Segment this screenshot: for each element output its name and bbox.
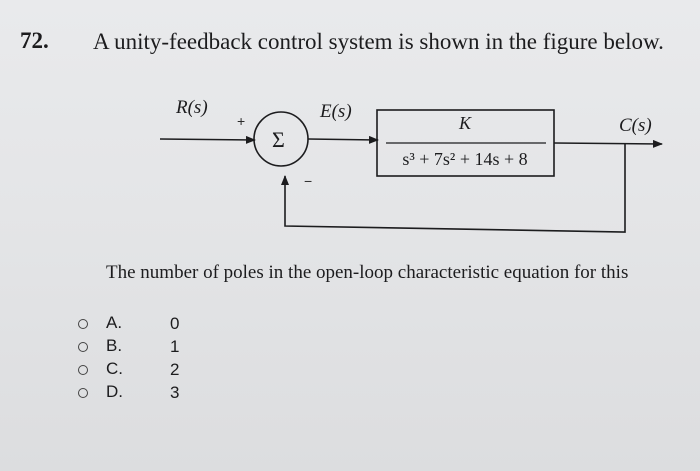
- question-number: 72.: [20, 28, 49, 53]
- option-value: 1: [170, 337, 180, 356]
- option-letter: B.: [106, 336, 123, 355]
- error-label: E(s): [320, 101, 352, 122]
- input-signal-line: [160, 139, 255, 140]
- minus-sign: −: [304, 173, 313, 189]
- input-label: R(s): [176, 97, 208, 118]
- tf-numerator: K: [458, 113, 471, 133]
- error-signal-line: [308, 139, 378, 140]
- radio-button[interactable]: [78, 365, 88, 375]
- option-letter: D.: [106, 382, 123, 401]
- option-value: 0: [170, 314, 180, 333]
- tf-denominator: s³ + 7s² + 14s + 8: [402, 149, 528, 169]
- option-value: 3: [170, 383, 180, 402]
- question-text: A unity-feedback control system is shown in the figure below.: [93, 29, 664, 54]
- radio-button[interactable]: [78, 388, 88, 398]
- summer-symbol: Σ: [272, 127, 285, 152]
- option-value: 2: [170, 360, 180, 379]
- output-signal-line: [554, 143, 662, 144]
- radio-button[interactable]: [78, 342, 88, 352]
- output-label: C(s): [619, 115, 652, 136]
- option-letter: C.: [106, 359, 123, 378]
- plus-sign: +: [237, 113, 246, 129]
- question-statement: The number of poles in the open-loop characteristic equation for this: [106, 262, 629, 283]
- option-letter: A.: [106, 313, 123, 332]
- radio-button[interactable]: [78, 319, 88, 329]
